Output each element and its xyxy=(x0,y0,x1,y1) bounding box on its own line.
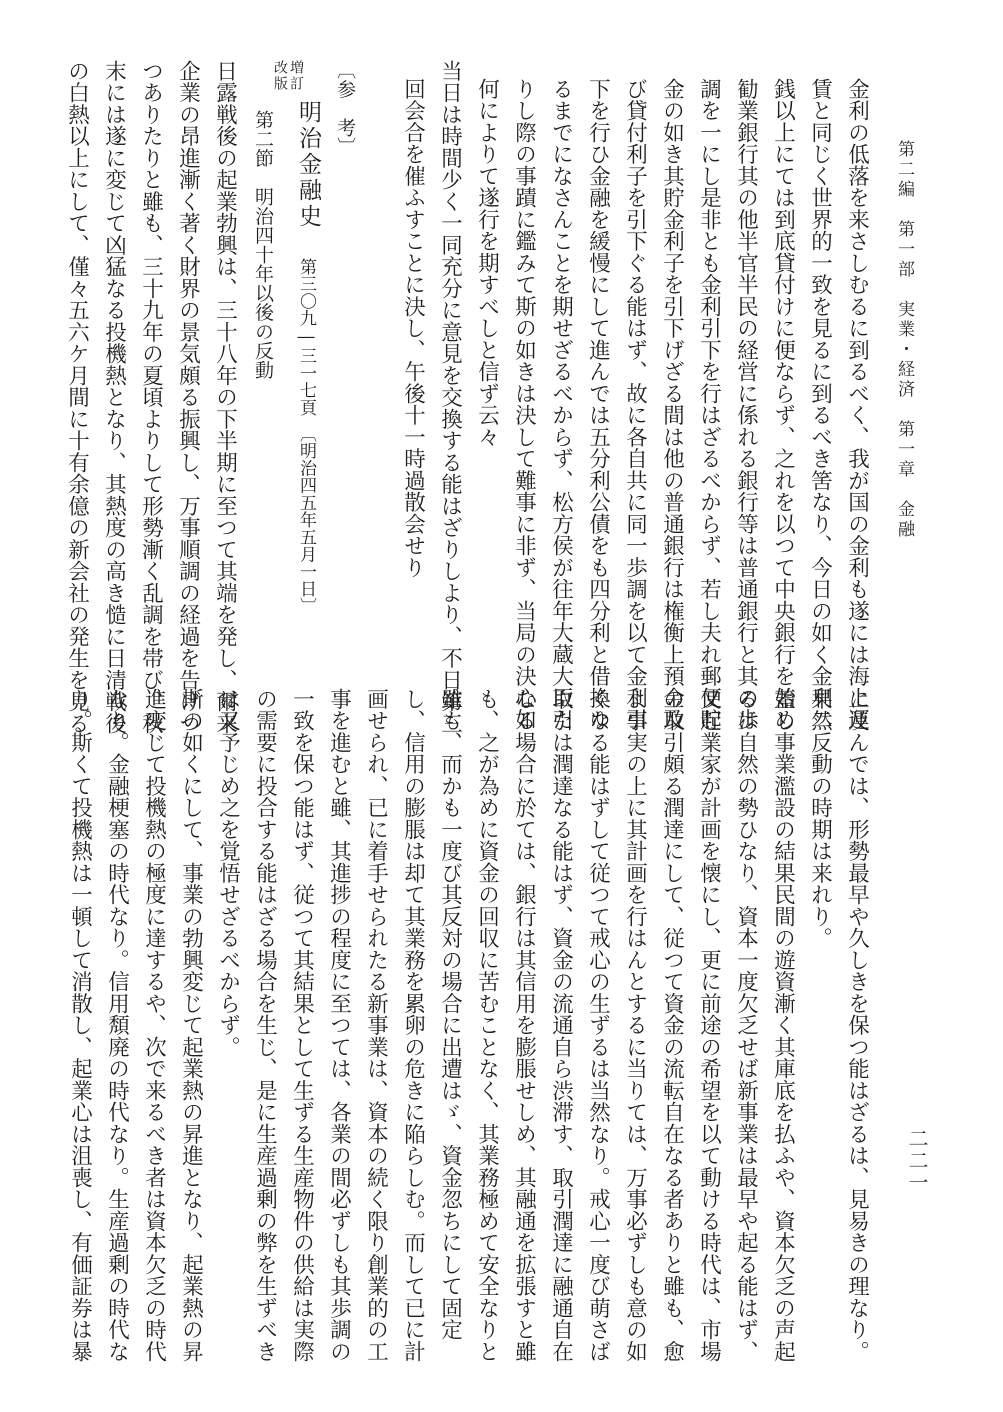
text-column: 回会合を催ふすことに決し、午後十一時過散会せり xyxy=(400,78,426,579)
text-column: りし際の事蹟に鑑みて斯の如きは決して難事に非ず、当局の決心如 xyxy=(511,78,537,731)
text-column: 取引は潤達なる能はず、資金の流通自ら渋滞す、取引潤達に融通自在 xyxy=(548,688,574,1363)
text-column: 事を進むと雖、其進捗の程度に至つては、各業の間必ずしも其歩調の xyxy=(326,688,352,1363)
text-column: 調を一にし是非とも金利引下を行はざるべからず、若し夫れ郵便貯 xyxy=(696,78,722,731)
book-title: 明治金融史 xyxy=(295,100,321,230)
running-head: 第二編 第一部 実業・経済 第一章 金融 xyxy=(894,140,914,540)
text-column: し、信用の膨脹は却て其業務を累卵の危きに陥らしむ。而して已に計 xyxy=(400,688,426,1363)
section-heading: 第二節 明治四十年以後の反動 xyxy=(252,110,274,380)
text-column: なる場合に於ては、銀行は其信用を膨脹せしめ、其融通を拡張すと雖 xyxy=(511,688,537,1363)
text-column: よ事実の上に其計画を行はんとするに当りては、万事必ずしも意の如 xyxy=(622,688,648,1363)
text-column: くなる能はずして従つて戒心の生ずるは当然なり。戒心一度び萌さば xyxy=(585,688,611,1363)
text-column: び貸付利子を引下ぐる能はず、故に各自共に同一歩調を以て金利引 xyxy=(622,78,648,731)
text-column: 何によりて遂行を期すべしと信ず云々 xyxy=(474,78,500,448)
book-citation: 第三〇九―三一七頁 〔明治四五年五月一日〕 xyxy=(296,258,316,615)
text-column: 金の如き其貯金利子を引下げざる間は他の普通銀行は権衡上預金及 xyxy=(659,78,685,731)
reference-label: 〔参 考〕 xyxy=(334,60,356,157)
text-column: 雖も、而かも一度び其反対の場合に出遭はゞ、資金忽ちにして固定 xyxy=(437,688,463,1341)
text-column: 勧業銀行其の他半官半民の経営に係れる銀行等は普通銀行と其の歩 xyxy=(733,78,759,731)
text-column: 一致を保つ能はず、従つて其結果として生ずる生産物件の供給は実際 xyxy=(289,688,315,1363)
text-column: 斯の如くにして、事業の勃興変じて起業熱の昇進となり、起業熱の昇 xyxy=(178,688,204,1363)
text-column: 金利の低落を来さしむるに到るべく、我が国の金利も遂には海上運 xyxy=(844,78,870,731)
text-column: の取引頗る潤達にして、従つて資金の流転自在なる者ありと雖も、愈 xyxy=(659,688,685,1363)
text-column: 末には遂に変じて凶猛なる投機熱となり、其熱度の高き慥に日清戦後 xyxy=(101,60,127,735)
edition-note-line2: 改版 xyxy=(272,60,288,92)
text-column: 企業の昂進漸く著く財界の景気頗る振興し、万事順調の経過を告げつ xyxy=(175,60,201,735)
text-column: 進変じて投機熱の極度に達するや、次で来るべき者は資本欠乏の時代 xyxy=(141,688,167,1363)
text-column: るまでになさんことを期せざるべからず、松方侯が往年大蔵大臣た xyxy=(548,78,574,731)
text-column: り。斯くて投機熱は一頓して消散し、起業心は沮喪し、有価証券は暴 xyxy=(67,688,93,1363)
text-column: るは自然の勢ひなり、資本一度欠乏せば新事業は最早や起る能はず、 xyxy=(733,688,759,1363)
edition-note-line1: 増訂 xyxy=(288,60,304,92)
page-number: 二二一 xyxy=(905,1128,929,1194)
text-column: 果然反動の時期は来れり。 xyxy=(807,688,833,949)
text-column: 画せられ、已に着手せられたる新事業は、資本の続く限り創業的の工 xyxy=(363,688,389,1363)
text-column: なり。金融梗塞の時代なり。信用頽廃の時代なり。生産過剰の時代な xyxy=(104,688,130,1363)
text-column: つありたりと雖も、三十九年の夏頃よりして形勢漸く乱調を帯び、秋 xyxy=(138,60,164,735)
text-column: 又起業家が計画を懐にし、更に前途の希望を以て動ける時代は、市場 xyxy=(696,688,722,1363)
text-column: 銭以上にては到底貸付けに便ならず、之れを以つて中央銀行を始め xyxy=(770,78,796,731)
text-column: 当日は時間少く一同充分に意見を交換する能はざりしより、不日第三 xyxy=(437,60,463,735)
text-column: 日露戦後の起業勃興は、三十八年の下半期に至つて其端を発し、爾来 xyxy=(212,60,238,735)
text-column: 下を行ひ金融を緩慢にして進んでは五分利公債をも四分利と借換ゆ xyxy=(585,78,611,731)
text-column: も、之が為めに資金の回収に苦むことなく、其業務極めて安全なりと xyxy=(474,688,500,1363)
text-column: は又予じめ之を覚悟せざるべからず。 xyxy=(215,688,241,1058)
text-column: の需要に投合する能はざる場合を生じ、是に生産過剰の弊を生ずべき xyxy=(252,688,278,1363)
text-column: の白熱以上にして、僅々五六ケ月間に十有余億の新会社の発生を見る xyxy=(64,60,90,735)
text-column: 蓋し事業濫設の結果民間の遊資漸く其庫底を払ふや、資本欠乏の声起 xyxy=(770,688,796,1363)
text-column: 賃と同じく世界的一致を見るに到るべき筈なり、今日の如く金利二 xyxy=(807,78,833,731)
text-column: に及んでは、形勢最早や久しきを保つ能はざるは、見易きの理なり。 xyxy=(844,688,870,1363)
